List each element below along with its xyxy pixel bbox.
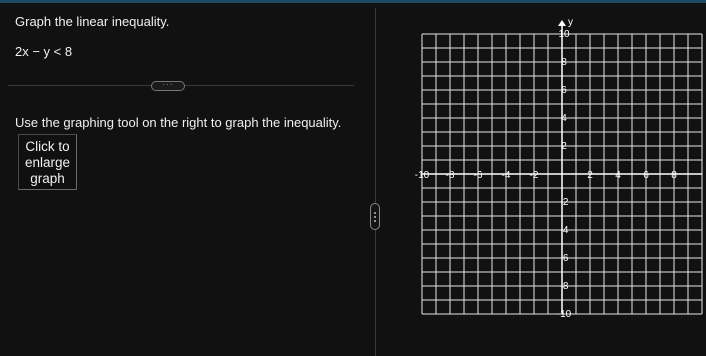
y-tick-label: -2 xyxy=(559,197,569,208)
resize-handle[interactable] xyxy=(370,203,380,230)
x-tick-label: 2 xyxy=(587,170,593,181)
x-tick-label: -6 xyxy=(473,170,483,181)
y-tick-label: 10 xyxy=(558,29,570,40)
x-tick-label: -8 xyxy=(445,170,455,181)
question-prompt: Graph the linear inequality. xyxy=(15,14,170,29)
y-axis-arrow-icon xyxy=(558,20,566,26)
y-tick-label: -10 xyxy=(556,309,572,320)
collapse-handle[interactable]: ··· xyxy=(151,81,185,91)
y-axis-label: y xyxy=(568,17,573,28)
question-pane xyxy=(0,3,372,356)
x-tick-label: -4 xyxy=(501,170,511,181)
y-tick-label: 4 xyxy=(561,113,567,124)
inequality-text: 2x − y < 8 xyxy=(15,44,73,59)
graph-canvas[interactable] xyxy=(412,12,706,322)
y-tick-label: 6 xyxy=(561,85,567,96)
vertical-divider xyxy=(375,8,376,356)
y-tick-label: -6 xyxy=(559,253,569,264)
y-tick-label: 8 xyxy=(561,57,567,68)
y-tick-label: -4 xyxy=(559,225,569,236)
y-tick-label: -8 xyxy=(559,281,569,292)
x-tick-label: -2 xyxy=(529,170,539,181)
x-tick-label: 8 xyxy=(671,170,677,181)
instruction-text: Use the graphing tool on the right to graph the inequality. xyxy=(15,115,342,130)
enlarge-graph-button[interactable]: Click to enlarge graph xyxy=(18,134,77,190)
x-tick-label: 4 xyxy=(615,170,621,181)
graph-svg[interactable] xyxy=(412,12,706,322)
y-tick-label: 2 xyxy=(561,141,567,152)
x-tick-label: 6 xyxy=(643,170,649,181)
x-tick-label: -10 xyxy=(414,170,430,181)
